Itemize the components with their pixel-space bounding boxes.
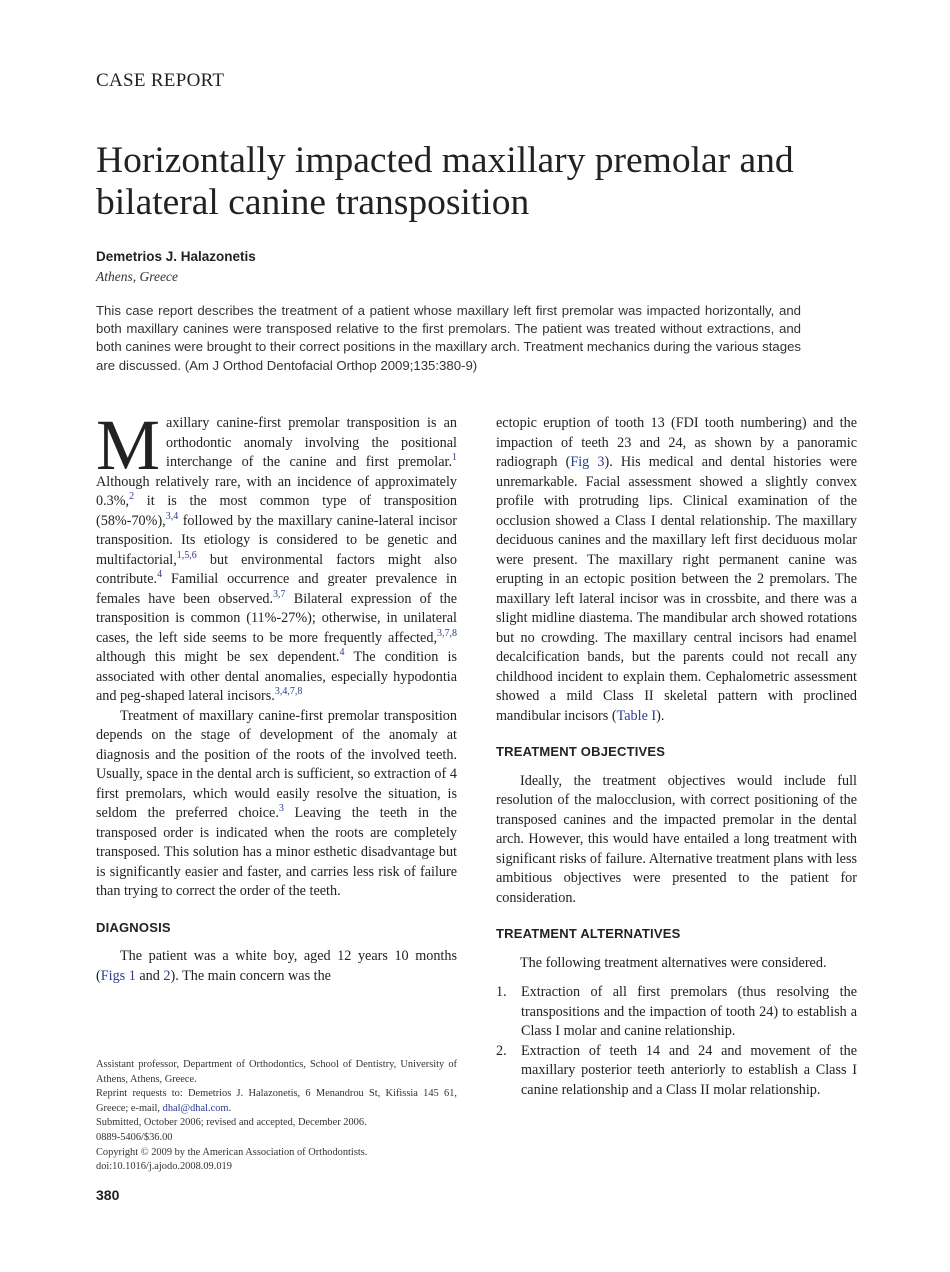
text-run: but environmental factors might also contribute. [96, 551, 458, 587]
footnote-affiliation: Assistant professor, Department of Orthodontics, School of Dentistry, University of Athens, Athens, Greece. [96, 1059, 457, 1085]
text-run: . [228, 1102, 232, 1114]
citation-link[interactable]: 3,7,8 [437, 627, 457, 639]
left-column [96, 405, 458, 986]
footnote-submitted: Submitted, October 2006; revised and accepted, December 2006. [96, 1117, 367, 1129]
page-number: 380 [96, 1187, 120, 1203]
intro-paragraph [96, 405, 458, 707]
citation-link[interactable]: 3,4,7,8 [274, 686, 303, 697]
text-run: Reprint requests to: Demetrios J. Halazonetis, 6 Menandrou St, Kifissia 145 61, Greece; e-mail, [96, 1088, 457, 1114]
figure-link[interactable]: 2 [163, 967, 171, 984]
text-run: ectopic eruption of tooth 13 (FDI tooth numbering) and the impaction of teeth 23 and 24, as shown by a panoramic radiograph ( [496, 415, 857, 470]
drop-cap: M [96, 405, 161, 485]
footnote-reprint [96, 1087, 457, 1116]
citation-link[interactable]: 3,7 [273, 588, 286, 600]
figure-link[interactable]: Fig 3 [570, 454, 605, 470]
citation-link[interactable]: 1 [452, 452, 457, 463]
footnote-issn: 0889-5406/$36.00 [96, 1131, 173, 1143]
list-item [496, 983, 857, 1042]
section-label: CASE REPORT [96, 70, 225, 91]
text-run: Leaving the teeth in the transposed order is indicated when the roots are completely transposed. This solution has a minor esthetic disadvantage but is significantly easier and faster, and carries less risk of failure than trying to correct the order of the teeth. [96, 805, 457, 899]
right-column [496, 414, 857, 1100]
email-link[interactable]: dhal@dhal.com [162, 1102, 229, 1114]
footnotes [96, 1058, 457, 1175]
text-run: ). The main concern was the [170, 967, 331, 984]
alternatives-intro: The following treatment alternatives were considered. [520, 954, 827, 971]
list-item-text: Extraction of all first premolars (thus resolving the transpositions and the impaction of tooth 24) to establish a Class I molar and canine relationship. [521, 984, 857, 1039]
citation-link[interactable]: 2 [129, 491, 135, 502]
footnote-copyright: Copyright © 2009 by the American Association of Orthodontists. [96, 1146, 368, 1158]
list-item [496, 1042, 857, 1101]
text-run: The condition is associated with other dental anomalies, especially hypodontia and peg-shaped lateral incisors. [96, 649, 457, 704]
citation-link[interactable]: 3 [278, 803, 284, 814]
objectives-heading: TREATMENT OBJECTIVES [496, 744, 666, 759]
treatment-paragraph [96, 707, 457, 902]
author-name: Demetrios J. Halazonetis [96, 249, 256, 264]
text-run: ). [656, 707, 665, 724]
figure-link[interactable]: Figs 1 [100, 967, 136, 984]
footnote-doi: doi:10.1016/j.ajodo.2008.09.019 [96, 1161, 232, 1173]
text-run: Although relatively rare, with an incidence of approximately 0.3%, [96, 473, 457, 509]
objectives-paragraph: Ideally, the treatment objectives would include full resolution of the malocclusion, with correct positioning of the transposed canines and the impacted premolar in the dental arch. However, this would have entailed a long treatment with significant risks of failure. Alternative treatment plans with less ambitious objectives were presented to the patient for consideration. [496, 772, 857, 906]
citation-link[interactable]: 1,5,6 [176, 549, 197, 561]
list-number: 2. [496, 1042, 507, 1059]
abstract: This case report describes the treatment of a patient whose maxillary left first premolar was impacted horizontally, and both maxillary canines were transposed relative to the first premolars. The patient was treated without extractions, and both canines were brought to their correct positions in the maxillary arch. Treatment mechanics during the various stages are discussed. (Am J Orthod Dentofacial Orthop 2009;135:380-9) [96, 303, 801, 373]
citation-link[interactable]: 4 [157, 569, 163, 580]
text-run: Treatment of maxillary canine-first premolar transposition depends on the stage of development of the anomaly at diagnosis and the position of the roots of the involved teeth. Usually, space in the dental arch is sufficient, so extraction of 4 first premolars, which would easily resolve the situation, is seldom the preferred choice. [96, 707, 457, 821]
list-number: 1. [496, 984, 507, 1000]
citation-link[interactable]: 3,4 [165, 510, 179, 522]
text-run: and [135, 967, 164, 984]
list-item-text: Extraction of teeth 14 and 24 and movement of the maxillary posterior teeth anteriorly to establish a Class I canine relationship and a Class II molar relationship. [521, 1042, 857, 1098]
text-run: The patient was a white boy, aged 12 years 10 months ( [96, 948, 457, 984]
text-run: ). His medical and dental histories were unremarkable. Facial assessment showed a slightly convex profile with protruding lips. Clinical examination of the occlusion showed a Class I dental relationship. The maxillary deciduous canines and the maxillary left first deciduous molar were present. The maxillary right permanent canine was erupting in an ectopic position between the 2 premolars. The maxillary left lateral incisor was in crossbite, and there was a slight midline diastema. The mandibular arch showed rotations but no crowding. The maxillary central incisors had enamel decalcification bands, but the parents could not recall any childhood incident to explain them. Cephalometric assessment showed a mild Class II skeletal pattern with proclined mandibular incisors ( [496, 454, 857, 724]
text-run: it is the most common type of transposition (58%-70%), [96, 493, 458, 529]
table-link[interactable]: Table I [616, 707, 657, 724]
article-title: Horizontally impacted maxillary premolar and bilateral canine transposition [96, 140, 794, 223]
text-run: Familial occurrence and greater prevalence in females have been observed. [96, 571, 458, 607]
diagnosis-paragraph [96, 947, 457, 986]
text-run: Bilateral expression of the transposition is common (11%-27%); otherwise, in unilateral cases, the left side seems to be more frequently affected, [96, 590, 457, 646]
citation-link[interactable]: 4 [339, 647, 345, 658]
alternatives-list [496, 983, 857, 1100]
diagnosis-continued-paragraph [496, 414, 857, 726]
text-run: although this might be sex dependent. [96, 649, 340, 665]
author-location: Athens, Greece [96, 269, 178, 284]
alternatives-heading: TREATMENT ALTERNATIVES [496, 926, 681, 941]
text-run: followed by the maxillary canine-lateral incisor transposition. Its etiology is considered to be genetic and multifactorial, [96, 512, 458, 568]
text-run: axillary canine-first premolar transposition is an orthodontic anomaly involving the positional interchange of the canine and first premolar. [166, 415, 457, 470]
diagnosis-heading: DIAGNOSIS [96, 919, 171, 935]
